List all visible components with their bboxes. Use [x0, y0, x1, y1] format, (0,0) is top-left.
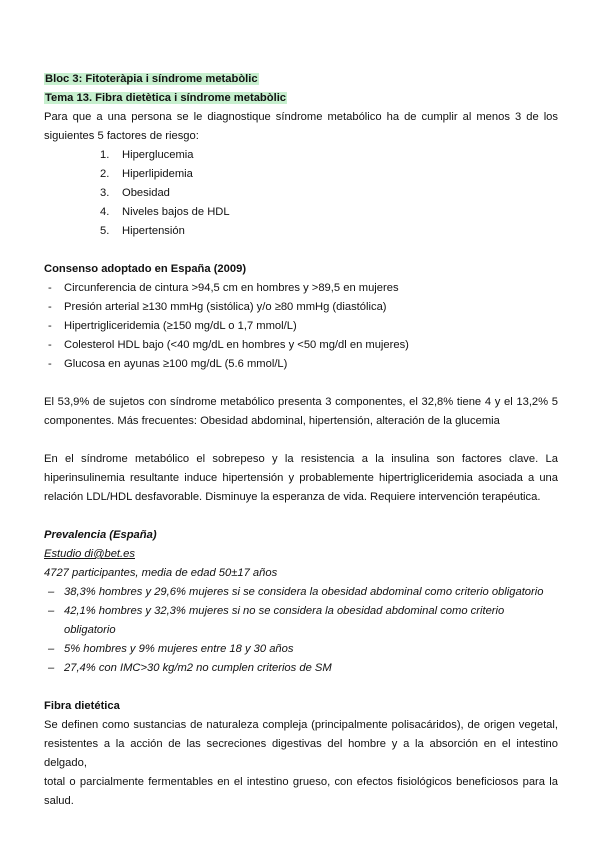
list-number: 3. — [100, 187, 110, 199]
spacer — [44, 507, 558, 526]
fibra-line-2: resistentes a la acción de las secreciones digestivas del hombre y a la absorción en el intestino delgado, — [44, 738, 558, 769]
list-number: 2. — [100, 168, 110, 180]
dash-bullet: – — [48, 586, 55, 598]
consenso-title: Consenso adoptado en España (2009) — [44, 263, 247, 275]
list-item — [48, 355, 558, 374]
componentes-line-1: El 53,9% de sujetos con síndrome metabólico presenta 3 componentes, el 32,8% tiene 4 y el 13,2% 5 — [44, 396, 558, 408]
participantes-text: 4727 participantes, media de edad 50±17 años — [44, 567, 278, 579]
list-item-label: Hiperlipidemia — [122, 168, 193, 180]
list-item-text: 42,1% hombres y 32,3% mujeres si no se considera la obesidad abdominal como criterio obligatorio — [63, 605, 505, 636]
dash-bullet: - — [48, 339, 52, 351]
list-item-text: 5% hombres y 9% mujeres entre 18 y 30 años — [64, 643, 294, 655]
list-item — [48, 317, 558, 336]
bloc-heading: Bloc 3: Fitoteràpia i síndrome metabòlic — [45, 73, 258, 85]
dash-bullet: – — [48, 605, 55, 617]
list-item — [48, 279, 558, 298]
list-item — [48, 602, 558, 640]
fibra-line-1: Se definen como sustancias de naturaleza compleja (principalmente polisacáridos), de origen vegetal, — [44, 719, 558, 731]
dash-bullet: - — [48, 282, 52, 294]
intro-line-2: siguientes 5 factores de riesgo: — [44, 130, 199, 142]
tema-heading: Tema 13. Fibra dietètica i síndrome metabòlic — [45, 92, 287, 104]
list-item — [100, 165, 558, 184]
list-item — [100, 203, 558, 222]
list-item — [48, 583, 558, 602]
list-item — [100, 184, 558, 203]
bloc-heading-line — [44, 70, 558, 89]
list-item — [100, 146, 558, 165]
list-number: 1. — [100, 149, 110, 161]
componentes-line-2: componentes. Más frecuentes: Obesidad abdominal, hipertensión, alteración de la glucemia — [44, 415, 500, 427]
risk-factors-list — [44, 146, 558, 241]
intro-line-1: Para que a una persona se le diagnostique síndrome metabólico ha de cumplir al menos 3 de los — [44, 111, 558, 123]
list-item-text: Glucosa en ayunas ≥100 mg/dL (5.6 mmol/L) — [64, 358, 288, 370]
list-item — [48, 336, 558, 355]
list-item-text: Colesterol HDL bajo (<40 mg/dL en hombres y <50 mg/dl en mujeres) — [64, 339, 409, 351]
prevalencia-title: Prevalencia (España) — [44, 529, 157, 541]
list-item — [100, 222, 558, 241]
list-item — [48, 640, 558, 659]
tema-heading-line — [44, 89, 558, 108]
list-number: 5. — [100, 225, 110, 237]
document-content — [44, 70, 558, 811]
spacer — [44, 431, 558, 450]
fibra-line-3: total o parcialmente fermentables en el intestino grueso, con efectos fisiológicos beneficiosos para la — [44, 776, 558, 788]
list-item-text: 38,3% hombres y 29,6% mujeres si se considera la obesidad abdominal como criterio obligatorio — [64, 586, 544, 598]
dash-bullet: - — [48, 301, 52, 313]
list-item — [48, 659, 558, 678]
sindrome-line-3: relación LDL/HDL desfavorable. Disminuye la esperanza de vida. Requiere intervención terapéutica. — [44, 491, 541, 503]
list-item-text: Presión arterial ≥130 mmHg (sistólica) y/o ≥80 mmHg (diastólica) — [64, 301, 387, 313]
prevalencia-list — [44, 583, 558, 678]
list-number: 4. — [100, 206, 110, 218]
list-item-label: Niveles bajos de HDL — [122, 206, 230, 218]
list-item-text: Hipertrigliceridemia (≥150 mg/dL o 1,7 mmol/L) — [64, 320, 297, 332]
dash-bullet: - — [48, 358, 52, 370]
estudio-label: Estudio di@bet.es — [44, 548, 135, 560]
list-item-label: Hiperglucemia — [122, 149, 194, 161]
spacer — [44, 374, 558, 393]
sindrome-line-1: En el síndrome metabólico el sobrepeso y la resistencia a la insulina son factores clave. La — [44, 453, 558, 465]
list-item-text: Circunferencia de cintura >94,5 cm en hombres y >89,5 en mujeres — [64, 282, 399, 294]
dash-bullet: - — [48, 320, 52, 332]
list-item-label: Obesidad — [122, 187, 170, 199]
spacer — [44, 678, 558, 697]
consenso-list — [44, 279, 558, 374]
spacer — [44, 241, 558, 260]
list-item-text: 27,4% con IMC>30 kg/m2 no cumplen criterios de SM — [64, 662, 332, 674]
dash-bullet: – — [48, 643, 55, 655]
fibra-line-4: salud. — [44, 795, 74, 807]
list-item-label: Hipertensión — [122, 225, 185, 237]
list-item — [48, 298, 558, 317]
dash-bullet: – — [48, 662, 55, 674]
sindrome-line-2: hiperinsulinemia resultante induce hipertensión y probablemente hipertrigliceridemia asociada a una — [44, 472, 558, 484]
fibra-title: Fibra dietética — [44, 700, 120, 712]
